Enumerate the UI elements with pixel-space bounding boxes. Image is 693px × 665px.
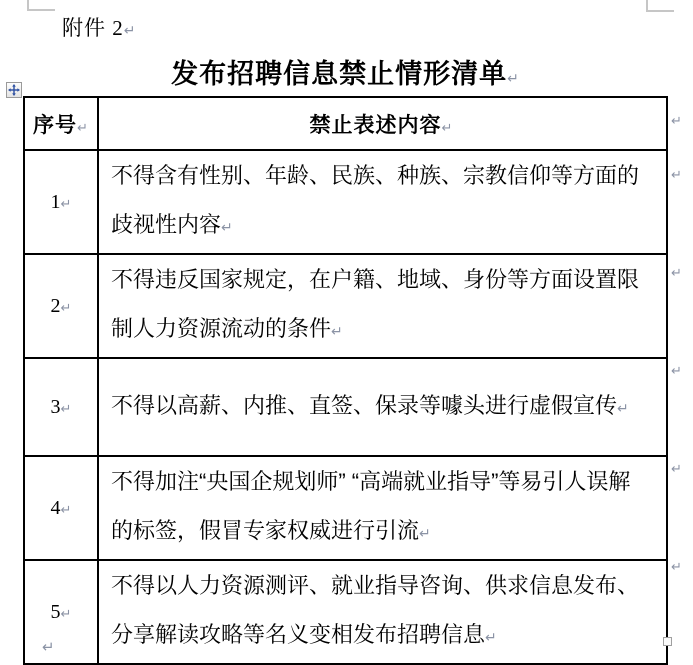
table-row bbox=[24, 560, 667, 664]
row-number: 1 bbox=[50, 190, 61, 213]
attachment-heading[interactable] bbox=[62, 12, 136, 42]
row-4-content-cell[interactable] bbox=[98, 456, 667, 560]
row-1-number-cell[interactable] bbox=[24, 150, 98, 254]
row-end-mark: ↵ bbox=[671, 560, 682, 575]
paragraph-mark: ↵ bbox=[123, 23, 137, 39]
table-header-row bbox=[24, 97, 667, 150]
row-content-text: 不得违反国家规定，在户籍、地域、身份等方面设置限制人力资源流动的条件 bbox=[111, 267, 640, 341]
row-number: 4 bbox=[50, 496, 61, 519]
row-3-number-cell[interactable] bbox=[24, 358, 98, 456]
row-end-mark: ↵ bbox=[671, 462, 682, 477]
cell-end-mark: ↵ bbox=[617, 400, 629, 417]
page-margin-crop-mark-top-right bbox=[646, 0, 674, 12]
cell-end-mark: ↵ bbox=[60, 606, 72, 622]
prohibited-items-table bbox=[23, 96, 668, 665]
document-title-text: 发布招聘信息禁止情形清单 bbox=[171, 59, 508, 89]
header-no-label: 序号 bbox=[33, 113, 78, 137]
table-resize-handle[interactable] bbox=[663, 637, 672, 646]
row-number: 3 bbox=[50, 395, 61, 418]
header-cell-no[interactable] bbox=[24, 97, 98, 150]
row-content-text: 不得以人力资源测评、就业指导咨询、供求信息发布、分享解读攻略等名义变相发布招聘信息 bbox=[111, 573, 640, 647]
table-row bbox=[24, 150, 667, 254]
move-arrows-icon bbox=[8, 84, 20, 96]
row-content-text: 不得以高薪、内推、直签、保录等噱头进行虚假宣传 bbox=[111, 392, 618, 418]
row-4-number-cell[interactable] bbox=[24, 456, 98, 560]
cell-end-mark: ↵ bbox=[60, 401, 72, 417]
row-content-text: 不得含有性别、年龄、民族、种族、宗教信仰等方面的歧视性内容 bbox=[111, 163, 640, 237]
attachment-label: 附件 2 bbox=[62, 16, 124, 40]
row-number: 2 bbox=[50, 294, 61, 317]
header-cell-content[interactable] bbox=[98, 97, 667, 150]
row-2-number-cell[interactable] bbox=[24, 254, 98, 358]
cell-end-mark: ↵ bbox=[419, 526, 431, 542]
table-row bbox=[24, 358, 667, 456]
row-2-content-cell[interactable] bbox=[98, 254, 667, 358]
document-title[interactable] bbox=[23, 52, 668, 91]
row-number: 5 bbox=[50, 600, 61, 623]
cell-end-mark: ↵ bbox=[331, 324, 343, 340]
cell-end-mark: ↵ bbox=[60, 502, 72, 518]
row-end-mark: ↵ bbox=[671, 364, 682, 379]
row-end-mark: ↵ bbox=[671, 266, 682, 281]
cell-end-mark: ↵ bbox=[60, 196, 72, 212]
paragraph-mark: ↵ bbox=[42, 638, 55, 656]
table-row bbox=[24, 456, 667, 560]
cell-end-mark: ↵ bbox=[221, 220, 233, 236]
page-margin-crop-mark-top-left bbox=[27, 0, 55, 11]
cell-end-mark: ↵ bbox=[441, 120, 454, 136]
row-end-mark: ↵ bbox=[671, 114, 682, 129]
cell-end-mark: ↵ bbox=[485, 630, 497, 646]
paragraph-mark: ↵ bbox=[507, 71, 520, 87]
cell-end-mark: ↵ bbox=[60, 300, 72, 316]
row-5-number-cell[interactable] bbox=[24, 560, 98, 664]
table-row bbox=[24, 254, 667, 358]
row-end-mark: ↵ bbox=[671, 168, 682, 183]
cell-end-mark: ↵ bbox=[77, 120, 89, 136]
header-content-label: 禁止表述内容 bbox=[309, 113, 442, 137]
row-3-content-cell[interactable] bbox=[98, 358, 667, 456]
row-5-content-cell[interactable] bbox=[98, 560, 667, 664]
row-1-content-cell[interactable] bbox=[98, 150, 667, 254]
row-content-text: 不得加注“央国企规划师” “高端就业指导”等易引人误解的标签，假冒专家权威进行引流 bbox=[111, 469, 631, 543]
table-move-handle[interactable] bbox=[6, 82, 22, 98]
